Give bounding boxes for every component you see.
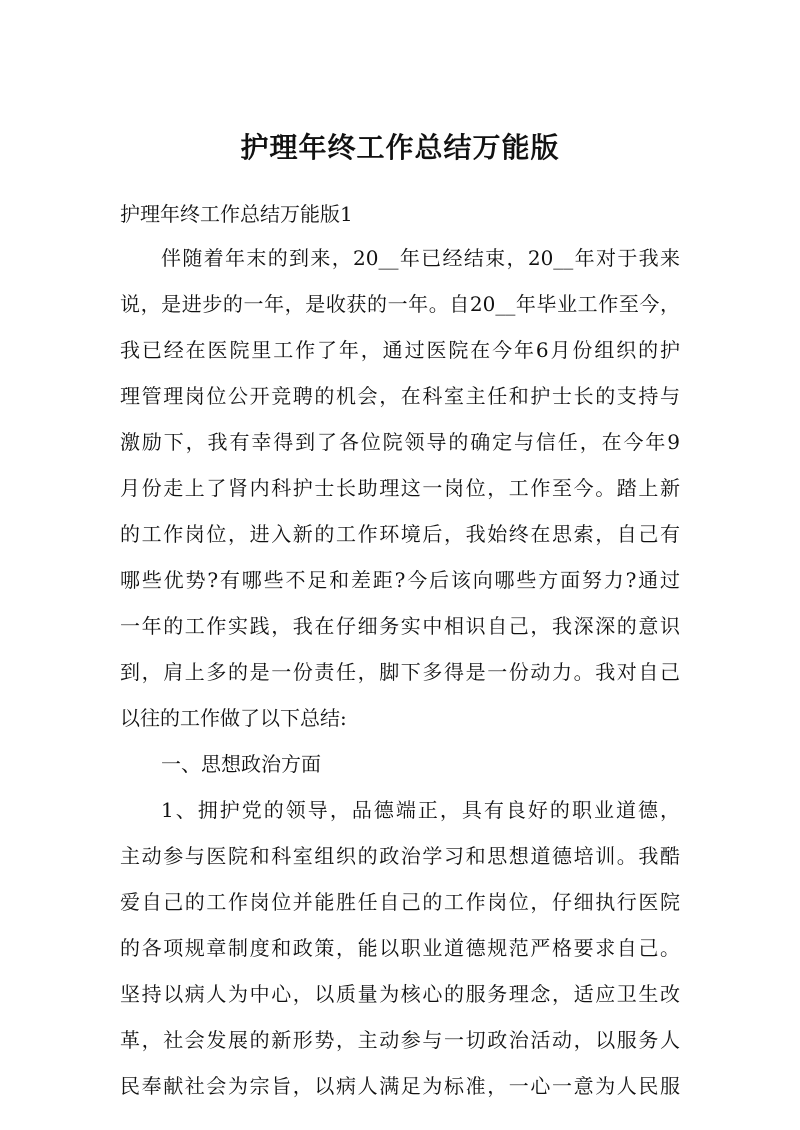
paragraph-line: 到，肩上多的是一份责任，脚下多得是一份动力。我对自己 bbox=[120, 660, 680, 684]
paragraph-line: 说，是进步的一年，是收获的一年。自20__年毕业工作至今， bbox=[120, 292, 680, 316]
paragraph-line: 月份走上了肾内科护士长助理这一岗位，工作至今。踏上新 bbox=[120, 476, 680, 500]
paragraph-line: 的各项规章制度和政策，能以职业道德规范严格要求自己。 bbox=[120, 936, 680, 960]
paragraph-line: 1、拥护党的领导，品德端正，具有良好的职业道德， bbox=[161, 798, 680, 822]
paragraph-line: 伴随着年末的到来，20__年已经结束，20__年对于我来 bbox=[161, 246, 680, 270]
paragraph-line: 坚持以病人为中心，以质量为核心的服务理念，适应卫生改 bbox=[120, 982, 680, 1006]
paragraph-line: 以往的工作做了以下总结: bbox=[120, 706, 347, 730]
paragraph-line: 民奉献社会为宗旨，以病人满足为标准，一心一意为人民服 bbox=[120, 1074, 680, 1098]
paragraph-line: 的工作岗位，进入新的工作环境后，我始终在思索，自己有 bbox=[120, 522, 680, 546]
paragraph-line: 激励下，我有幸得到了各位院领导的确定与信任，在今年9 bbox=[120, 430, 680, 454]
paragraph-line: 革，社会发展的新形势，主动参与一切政治活动，以服务人 bbox=[120, 1028, 680, 1052]
paragraph-line: 爱自己的工作岗位并能胜任自己的工作岗位，仔细执行医院 bbox=[120, 890, 680, 914]
paragraph-line: 理管理岗位公开竞聘的机会，在科室主任和护士长的支持与 bbox=[120, 384, 680, 408]
document-title: 护理年终工作总结万能版 bbox=[240, 131, 560, 164]
document-subtitle: 护理年终工作总结万能版1 bbox=[120, 202, 353, 226]
paragraph-line: 一年的工作实践，我在仔细务实中相识自己，我深深的意识 bbox=[120, 614, 680, 638]
paragraph-line: 主动参与医院和科室组织的政治学习和思想道德培训。我酷 bbox=[120, 844, 680, 868]
paragraph-line: 哪些优势?有哪些不足和差距?今后该向哪些方面努力?通过 bbox=[120, 568, 680, 592]
section-heading: 一、思想政治方面 bbox=[161, 752, 321, 776]
paragraph-line: 我已经在医院里工作了年，通过医院在今年6月份组织的护 bbox=[120, 338, 680, 362]
